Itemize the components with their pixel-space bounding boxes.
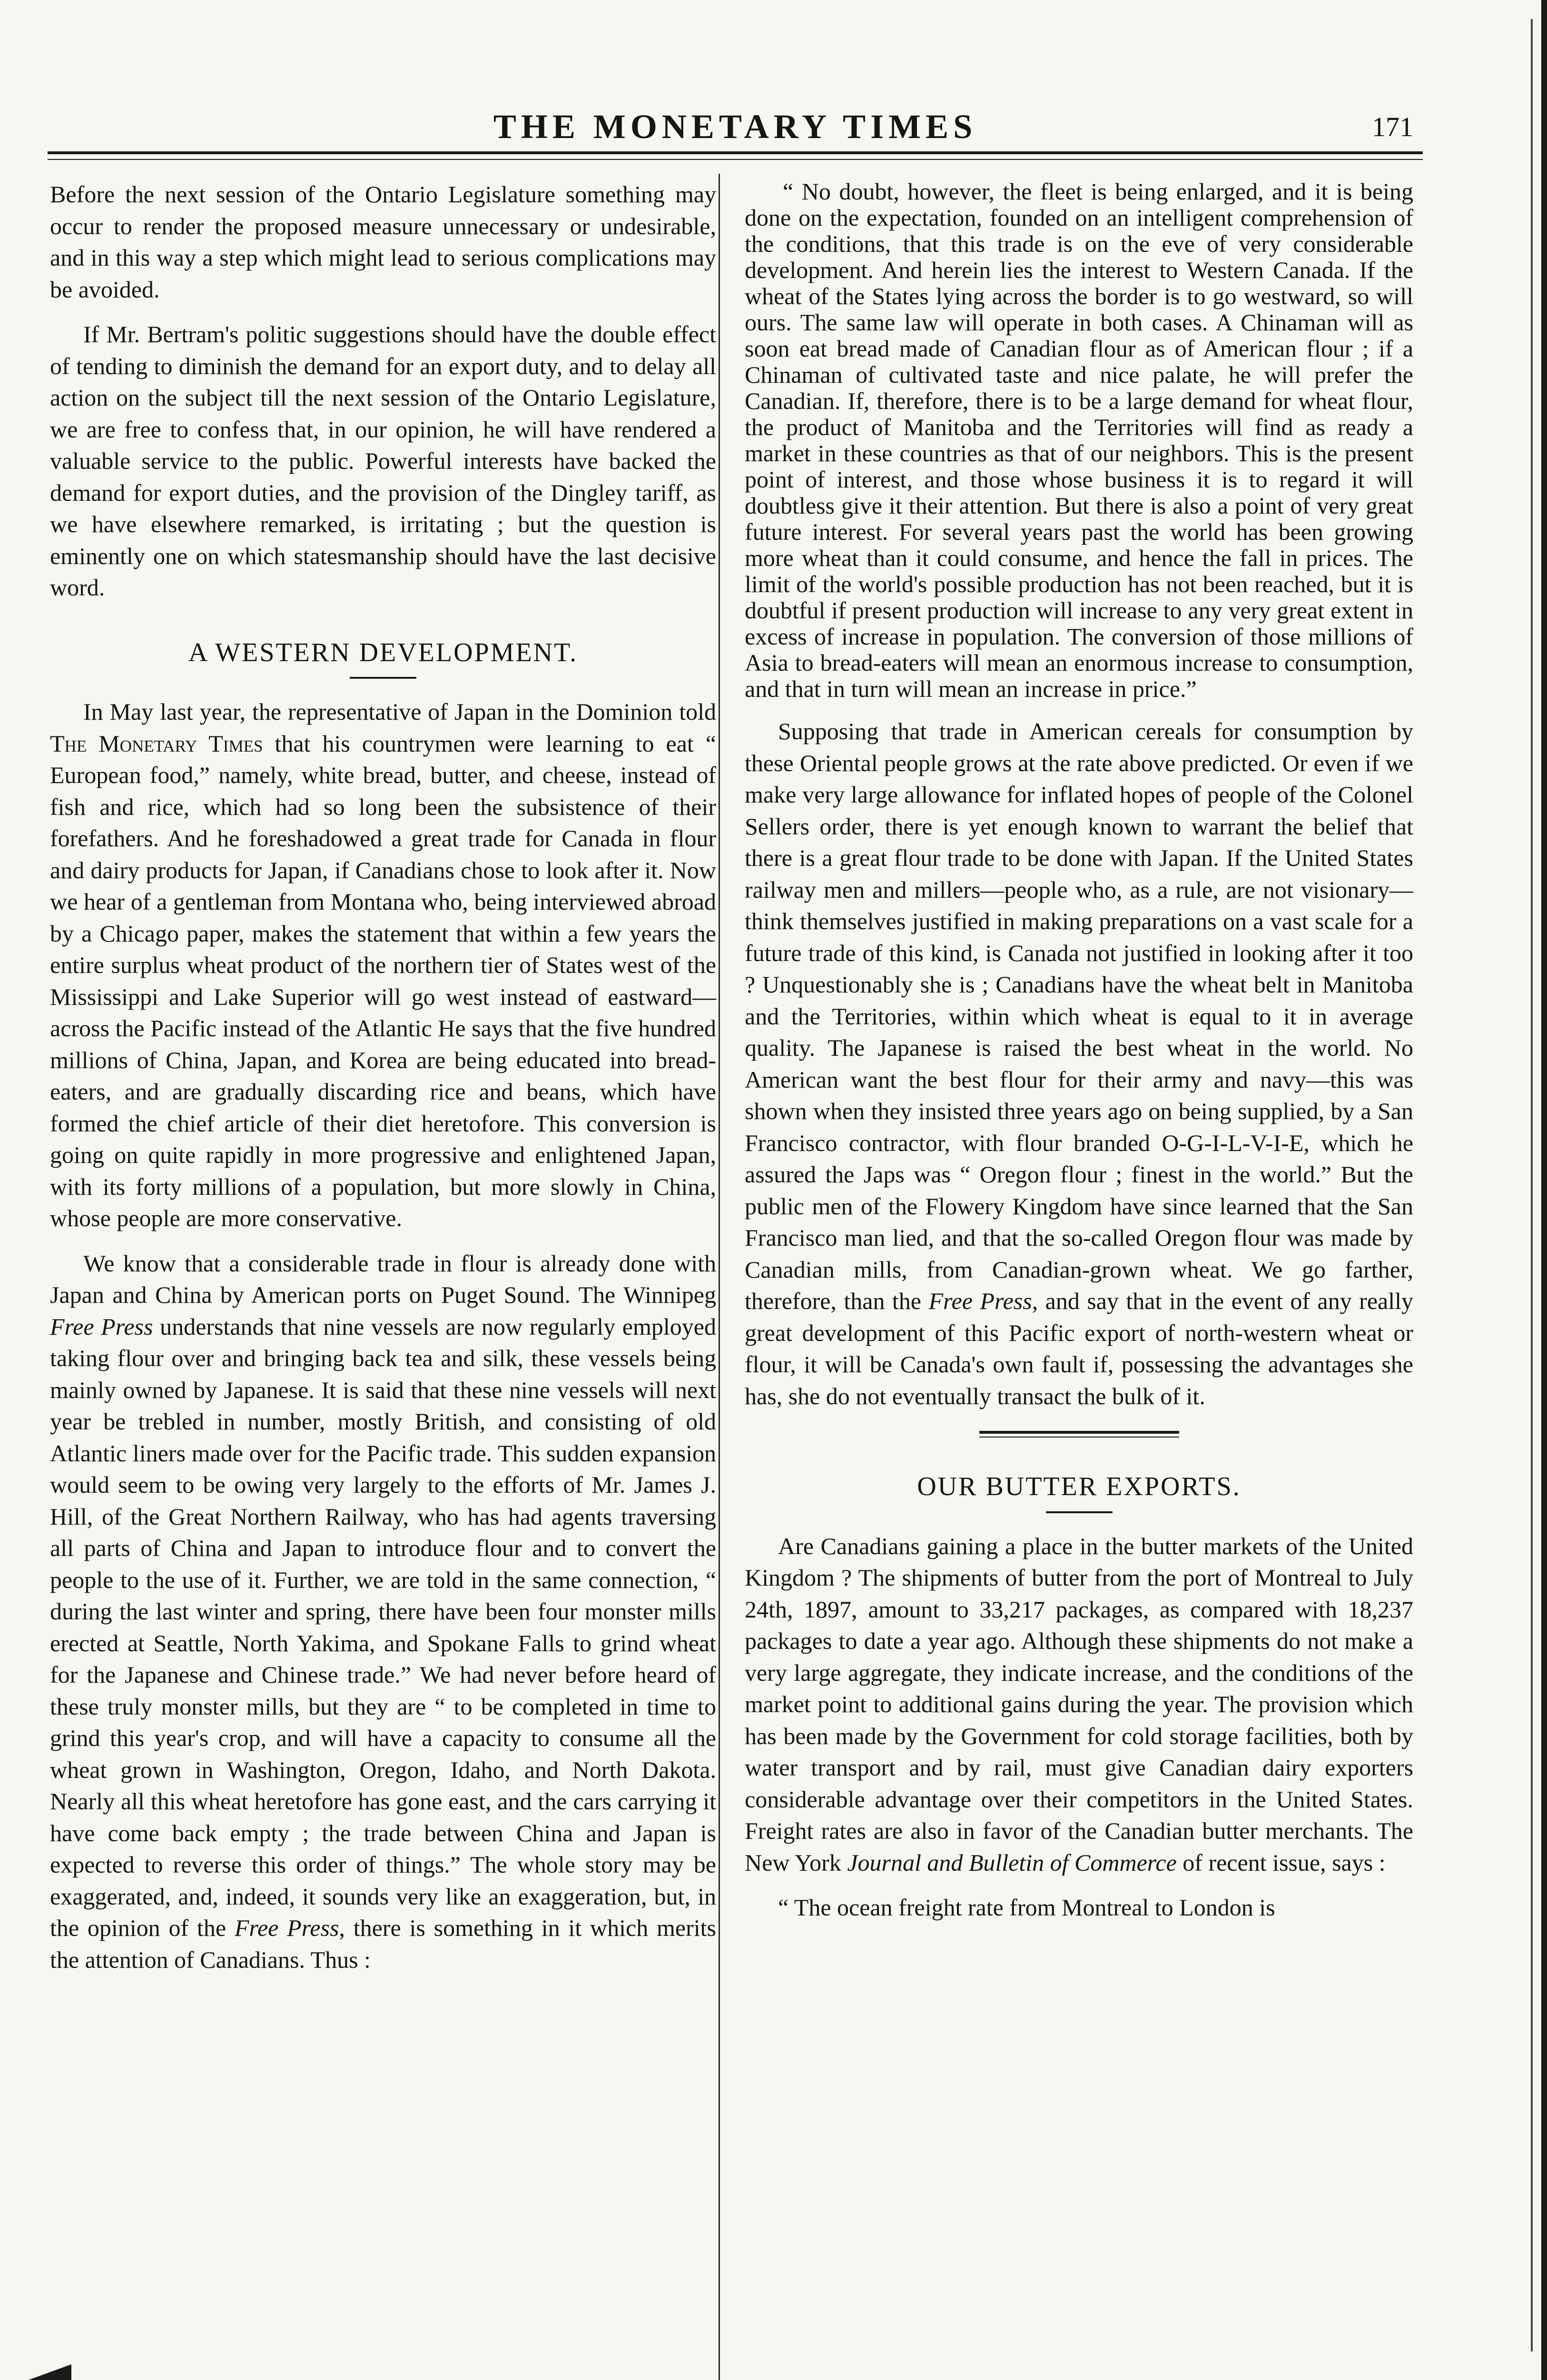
text-run: , there is something in it which merits the attention of Canadians. Thus : — [50, 1914, 716, 1973]
paragraph — [745, 1530, 1413, 1879]
article-headline: A WESTERN DEVELOPMENT. — [188, 637, 578, 667]
page-header — [48, 107, 1423, 150]
masthead: THE MONETARY TIMES — [493, 108, 977, 146]
publication-name: Journal and Bulletin of Commerce — [847, 1849, 1177, 1876]
scan-corner-mark — [0, 2363, 71, 2380]
section-rule-thin — [979, 1437, 1179, 1438]
paragraph — [50, 1248, 716, 1976]
text-run: that his countrymen were learning to eat “ European food,” namely, white bread, butter, and cheese, instead of fish and rice, which had so long been the subsistence of their forefathers. And he foreshadowed a great trade for Canada in flour and dairy products for Japan, if Canadians chose to look after it. Now we hear of a gentleman from Montana who, being interviewed abroad by a Chicago paper, makes the statement that within a few years the entire surplus wheat product of the northern tier of States west of the Mississippi and Lake Superior will go west instead of eastward—across the Pacific instead of the Atlantic He says that the five hundred millions of China, Japan, and Korea are being educated into bread-eaters, and are gradually discarding rice and beans, which have formed the chief article of their diet heretofore. This conversion is going on quite rapidly in more progressive and enlightened Japan, with its forty millions of a population, but more slowly in China, whose people are more conservative. — [50, 730, 717, 1231]
publication-name: Free Press — [50, 1313, 153, 1340]
text-run: We know that a considerable trade in flour is already done with Japan and China by American ports on Puget Sound. The Winnipeg — [50, 1250, 716, 1308]
text-run: In May last year, the representative of Japan in the Dominion told — [83, 698, 716, 725]
paragraph: “ No doubt, however, the fleet is being enlarged, and it is being done on the expectation, founded on an intelligent comprehension of the conditions, that this trade is on the eve of very considerable development. And herein lies the interest to Western Canada. If the wheat of the States lying across the border is to go westward, so will ours. The same law will operate in both cases. A Chinaman will as soon eat bread made of Canadian flour as of American flour ; if a Chinaman of cultivated taste and nice palate, he will prefer the Canadian. If, therefore, there is to be a large demand for wheat flour, the product of Manitoba and the Territories will find as ready a market in these countries as that of our neighbors. This is the present point of interest, and those whose business it is to regard it will doubtless give it their attention. But there is also a point of very great future interest. For several years past the world has been growing more wheat than it could consume, and hence the fall in prices. The limit of the world's possible production has not been reached, but it is doubtful if present production will increase to any very great extent in excess of increase in population. The conversion of those millions of Asia to bread-eaters will mean an enormous increase to consumption, and that in turn will mean an increase in price.” — [745, 178, 1413, 702]
block-quote — [745, 178, 1413, 702]
text-run: understands that nine vessels are now regularly employed taking flour over and bringing back tea and silk, these vessels being mainly owned by Japanese. It is said that these nine vessels will next year be trebled in number, mostly British, and consisting of old Atlantic liners made over for the Pacific trade. This sudden expansion would seem to be owing very largely to the efforts of Mr. James J. Hill, of the Great Northern Railway, who has had agents traversing all parts of China and Japan to introduce flour and to convert the people to the use of it. Further, we are told in the same connection, “ during the last winter and spring, there have been four monster mills erected at Seattle, North Yakima, and Spokane Falls to grind wheat for the Japanese and Chinese trade.” We had never before heard of these truly monster mills, but they are “ to be completed in time to grind this year's crop, and will have a capacity to consume all the wheat grown in Washington, Oregon, Idaho, and North Dakota. Nearly all this wheat heretofore has gone east, and the cars carrying it have come back empty ; the trade between China and Japan is expected to reverse this order of things.” The whole story may be exaggerated, and, indeed, it sounds very like an exaggeration, but, in the opinion of the — [50, 1313, 716, 1941]
header-rule-thick — [48, 151, 1423, 154]
text-run: , and say that in the event of any really great development of this Pacific export of north-western wheat or flour, it will be Canada's own fault if, possessing the advantages she has, she do not eventually transact the bulk of it. — [745, 1288, 1413, 1409]
paragraph: “ The ocean freight rate from Montreal to London is — [778, 1894, 1275, 1921]
headline-rule — [350, 677, 416, 679]
article-headline: OUR BUTTER EXPORTS. — [917, 1472, 1241, 1501]
headline-rule — [1046, 1511, 1113, 1513]
page-number: 171 — [1372, 111, 1413, 142]
text-run: Are Canadians gaining a place in the butter markets of the United Kingdom ? The shipments of butter from the port of Montreal to July 24th, 1897, amount to 33,217 packages, as compared with 18,237 packages to date a year ago. Although these shipments do not make a very large aggregate, they indicate increase, and the conditions of the market point to additional gains during the year. The provision which has been made by the Government for cold storage facilities, both by water transport and by rail, must give Canadian dairy exporters considerable advantage over their competitors in the United States. Freight rates are also in favor of the Canadian butter merchants. The New York — [745, 1532, 1413, 1876]
column-divider — [719, 174, 720, 2380]
publication-name: The Monetary Times — [50, 730, 263, 757]
page-edge-line — [1531, 19, 1533, 2351]
publication-name: Free Press — [234, 1914, 339, 1941]
section-rule — [979, 1431, 1179, 1434]
text-run: of recent issue, says : — [1176, 1849, 1386, 1876]
text-run: Supposing that trade in American cereals for consumption by these Oriental people grows at the rate above predicted. Or even if we make very large allowance for inflated hopes of people of the Colonel Sellers order, there is yet enough known to warrant the belief that there is a great flour trade to be done with Japan. If the United States railway men and millers—people who, as a rule, are not visionary—think themselves justified in making preparations on a vast scale for a future trade of this kind, is Canada not justified in looking after it too ? Unquestionably she is ; Canadians have the wheat belt in Manitoba and the Territories, within which wheat is equal to it in average quality. The Japanese is raised the best wheat in the world. No American want the best flour for their army and navy—this was shown when they insisted three years ago on being supplied, by a San Francisco contractor, with flour branded O-G-I-L-V-I-E, which he assured the Japs was “ Oregon flour ; finest in the world.” But the public men of the Flowery Kingdom have since learned that the San Francisco man lied, and that the so-called Oregon flour was made by Canadian mills, from Canadian-grown wheat. We go farther, therefore, than the — [745, 718, 1413, 1314]
header-rule-thin — [48, 159, 1423, 160]
page-edge — [1541, 0, 1547, 2380]
publication-name: Free Press — [928, 1288, 1032, 1314]
paragraph — [745, 715, 1413, 1412]
paragraph — [50, 696, 716, 1234]
left-column — [50, 178, 716, 1989]
paragraph: If Mr. Bertram's politic suggestions should have the double effect of tending to diminish the demand for an export duty, and to delay all action on the subject till the next session of the Ontario Legislature, we are free to confess that, in our opinion, he will have rendered a valuable service to the public. Powerful interests have backed the demand for export duties, and the provision of the Dingley tariff, as we have elsewhere remarked, is irritating ; but the question is eminently one on which statesmanship should have the last decisive word. — [50, 321, 716, 601]
paragraph: Before the next session of the Ontario Legislature something may occur to render the proposed measure unnecessary or undesirable, and in this way a step which might lead to serious complications may be avoided. — [50, 181, 716, 303]
right-column — [745, 178, 1413, 1937]
